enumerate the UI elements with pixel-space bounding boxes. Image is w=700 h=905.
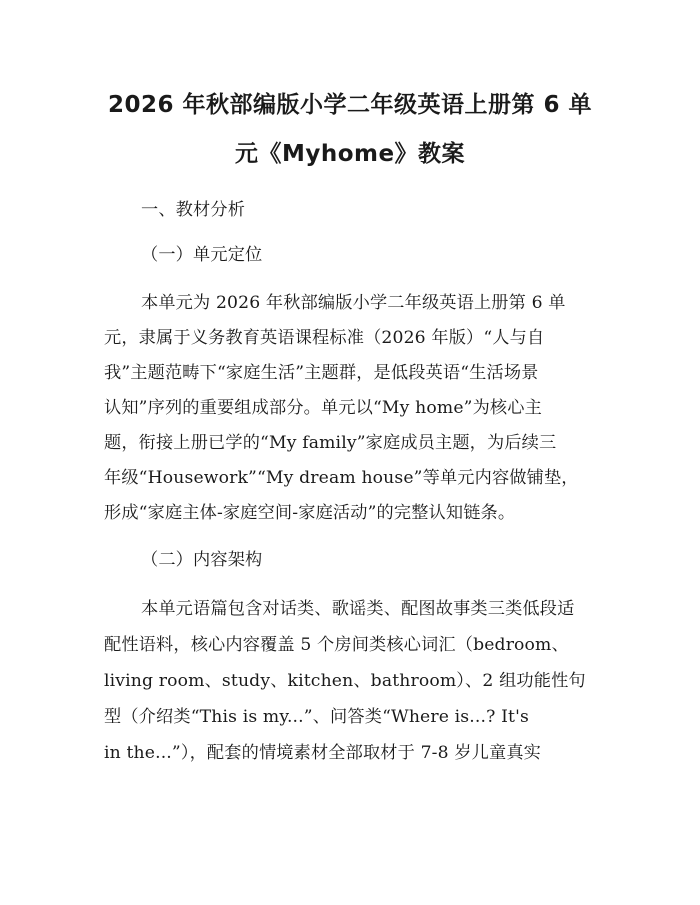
document-title-line-2: 元《Myhome》教案: [234, 141, 466, 167]
paragraph-line: 元，隶属于义务教育英语课程标准（2026 年版）“人与自: [104, 328, 545, 348]
paragraph-line: 型（介绍类“This is my...”、问答类“Where is...? It's: [104, 707, 529, 727]
document-title-line-1: 2026 年秋部编版小学二年级英语上册第 6 单: [107, 92, 593, 118]
paragraph-line: 题，衔接上册已学的“My family”家庭成员主题，为后续三: [104, 433, 557, 453]
paragraph-line: 认知”序列的重要组成部分。单元以“My home”为核心主: [104, 398, 542, 418]
paragraph-line: 年级“Housework”“My dream house”等单元内容做铺垫，: [104, 468, 579, 488]
paragraph-line: 本单元语篇包含对话类、歌谣类、配图故事类三类低段适: [141, 599, 575, 619]
paragraph-line: 本单元为 2026 年秋部编版小学二年级英语上册第 6 单: [141, 293, 566, 313]
paragraph-line: living room、study、kitchen、bathroom）、2 组功能性句: [104, 671, 586, 691]
subsection-heading-unit-positioning: （一）单元定位: [141, 245, 263, 265]
paragraph-line: 形成“家庭主体-家庭空间-家庭活动”的完整认知链条。: [104, 503, 516, 523]
section-heading-textbook-analysis: 一、教材分析: [141, 200, 246, 220]
paragraph-line: 我”主题范畴下“家庭生活”主题群，是低段英语“生活场景: [104, 363, 539, 383]
paragraph-line: in the...”），配套的情境素材全部取材于 7-8 岁儿童真实: [104, 743, 542, 763]
paragraph-line: 配性语料，核心内容覆盖 5 个房间类核心词汇（bedroom、: [104, 635, 569, 655]
subsection-heading-content-structure: （二）内容架构: [141, 550, 263, 570]
